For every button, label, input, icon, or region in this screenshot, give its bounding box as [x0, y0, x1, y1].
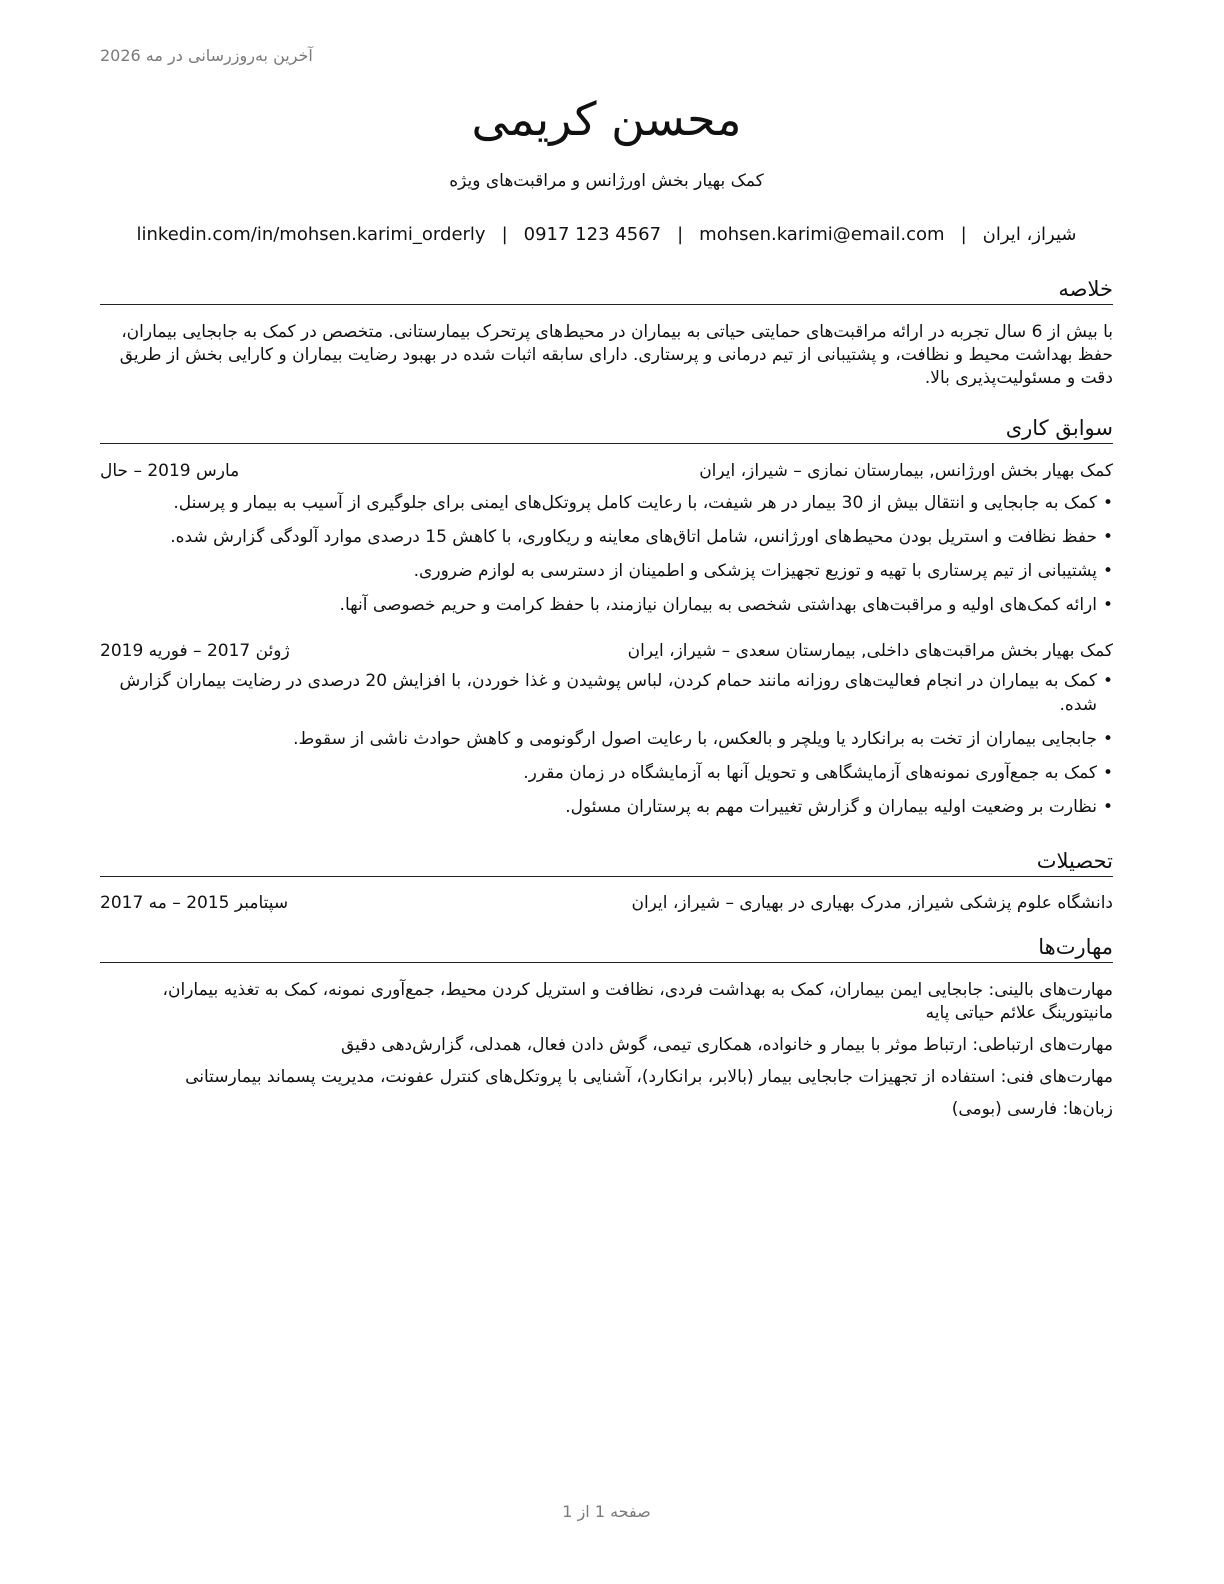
job-entry	[100, 459, 1113, 617]
education-entry	[100, 891, 1113, 915]
resume-page	[100, 0, 1113, 1584]
section-heading: تحصیلات	[100, 848, 1113, 877]
job-date-cell	[100, 459, 330, 483]
skills-section	[100, 934, 1113, 1130]
separator: |	[501, 224, 508, 245]
job-date-cell	[100, 639, 330, 663]
job-entry	[100, 639, 1113, 819]
person-name: محسن کریمی	[471, 92, 742, 146]
location: شیراز، ایران	[982, 224, 1077, 245]
separator: |	[677, 224, 684, 245]
job-bullets	[100, 491, 1113, 617]
job-bullets	[100, 669, 1113, 819]
skills-list	[100, 979, 1113, 1121]
job-role: کمک بهیار بخش مراقبت‌های داخلی, بیمارستان سعدی – شیراز، ایران	[627, 641, 1113, 661]
bullet-item: • کمک به بیماران در انجام فعالیت‌های روزانه مانند حمام کردن، لباس پوشیدن و غذا خوردن، با افزایش 20 درصدی در رضایت بیماران گزارش شده.	[100, 669, 1113, 717]
summary-text: با بیش از 6 سال تجربه در ارائه مراقبت‌های حمایتی حیاتی به بیماران در محیط‌های پرتحرک بیمارستانی. متخصص در کمک به جابجایی بیماران، حفظ بهداشت محیط و نظافت، و پشتیبانی از تیم درمانی و پرستاری. دارای سابقه اثبات شده در بهبود رضایت بیماران و کارایی بخش از طریق دقت و مسئولیت‌پذیری بالا.	[119, 322, 1113, 388]
job-role: کمک بهیار بخش اورژانس, بیمارستان نمازی – شیراز، ایران	[699, 461, 1113, 481]
job-header	[100, 639, 1113, 663]
skill-item: مهارت‌های فنی: استفاده از تجهیزات جابجایی بیمار (بالابر، برانکارد)، آشنایی با پروتکل‌های کنترل عفونت، مدیریت پسماند بیمارستانی	[185, 1067, 1113, 1087]
email-link[interactable]: mohsen.karimi@email.com	[699, 224, 945, 245]
education-section	[100, 848, 1113, 915]
linkedin-link[interactable]: linkedin.com/in/mohsen.karimi_orderly	[136, 224, 486, 245]
education-degree: دانشگاه علوم پزشکی شیراز, مدرک بهیاری در بهیاری – شیراز، ایران	[631, 893, 1113, 913]
contact-line	[100, 224, 1113, 245]
separator: |	[960, 224, 967, 245]
experience-section	[100, 415, 1113, 829]
page-number: صفحه 1 از 1	[562, 1502, 651, 1521]
job-header	[100, 459, 1113, 483]
bullet-item: • ارائه کمک‌های اولیه و مراقبت‌های بهداشتی شخصی به بیماران نیازمند، با حفظ کرامت و حریم خصوصی آنها.	[100, 593, 1113, 617]
job-date: ژوئن 2017 – فوریه 2019	[100, 641, 290, 661]
bullet-item: • جابجایی بیماران از تخت به برانکارد یا ویلچر و بالعکس، با رعایت اصول ارگونومی و کاهش حوادث ناشی از سقوط.	[100, 727, 1113, 751]
skill-item: زبان‌ها: فارسی (بومی)	[951, 1099, 1113, 1119]
bullet-item: • پشتیبانی از تیم پرستاری با تهیه و توزیع تجهیزات پزشکی و اطمینان از دسترسی به لوازم ضروری.	[100, 559, 1113, 583]
bullet-item: • کمک به جمع‌آوری نمونه‌های آزمایشگاهی و تحویل آنها به آزمایشگاه در زمان مقرر.	[100, 761, 1113, 785]
education-date-cell	[100, 891, 330, 915]
last-updated: آخرین به‌روزرسانی در مه 2026	[100, 46, 313, 65]
job-title: کمک بهیار بخش اورژانس و مراقبت‌های ویژه	[449, 171, 764, 191]
bullet-item: • نظارت بر وضعیت اولیه بیماران و گزارش تغییرات مهم به پرستاران مسئول.	[100, 795, 1113, 819]
skill-item: مهارت‌های ارتباطی: ارتباط موثر با بیمار و خانواده، همکاری تیمی، گوش دادن فعال، همدلی، گزارش‌دهی دقیق	[341, 1035, 1113, 1055]
section-heading: خلاصه	[100, 276, 1113, 305]
job-date: مارس 2019 – حال	[100, 461, 240, 481]
section-heading: سوابق کاری	[100, 415, 1113, 444]
summary-section	[100, 276, 1113, 390]
phone: 0917 123 4567	[523, 224, 662, 245]
section-heading: مهارت‌ها	[100, 934, 1113, 963]
bullet-item: • حفظ نظافت و استریل بودن محیط‌های اورژانس، شامل اتاق‌های معاینه و ریکاوری، با کاهش 15 درصدی موارد آلودگی گزارش شده.	[100, 525, 1113, 549]
education-date: سپتامبر 2015 – مه 2017	[100, 893, 289, 913]
skill-item: مهارت‌های بالینی: جابجایی ایمن بیماران، کمک به بهداشت فردی، نظافت و استریل کردن محیط، جمع‌آوری نمونه، کمک به تغذیه بیماران، مانیتورینگ علائم حیاتی پایه	[162, 980, 1113, 1023]
bullet-item: • کمک به جابجایی و انتقال بیش از 30 بیمار در هر شیفت، با رعایت کامل پروتکل‌های ایمنی برای جلوگیری از آسیب به بیمار و پرسنل.	[100, 491, 1113, 515]
